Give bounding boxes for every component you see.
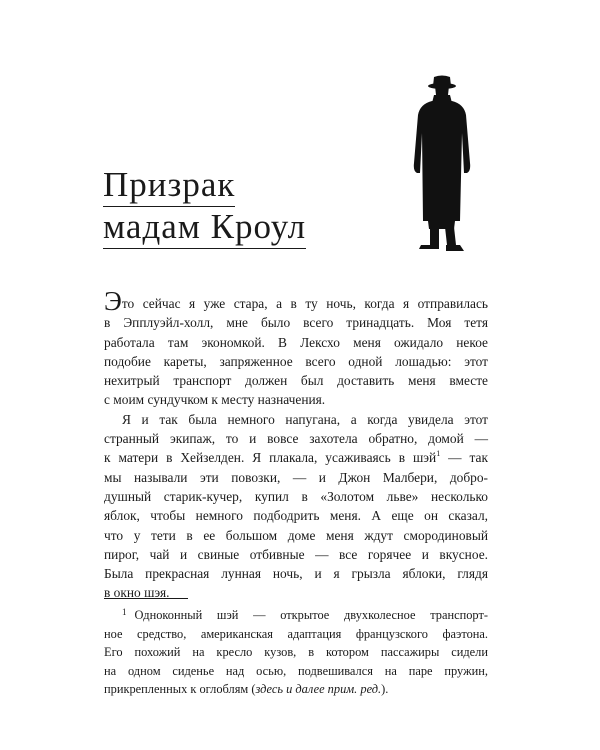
paragraph-1-line: в Эпплуэйл-холл, мне было всего тринадцать. Моя тетя (104, 315, 488, 331)
chapter-body-text (104, 286, 489, 603)
editor-note-italic: здесь и далее прим. ред. (255, 682, 382, 697)
paragraph-2-line: пирог, чай и свиные отбивные — все горячее и вкусное. (104, 546, 488, 562)
paragraph-2-line: Была прекрасная лунная ночь, и я грызла яблоки, глядя (104, 566, 488, 582)
paragraph-2-line: яблок, чтобы немного подбодрить меня. А еще он сказал, (104, 508, 488, 524)
paragraph-1-line: подобие кареты, запряженное всего одной лошадью: этот (104, 353, 488, 369)
paragraph-1-line: с моим сундучком к месту назначения. (104, 392, 326, 408)
footnote-line: на одном сиденье над осью, подвешивался на паре пружин, (104, 663, 488, 678)
paragraph-1-line: нехитрый транспорт должен был доставить меня вместе (104, 373, 488, 389)
chapter-title (103, 165, 306, 249)
footnote (104, 603, 488, 699)
paragraph-2-line: в окно шэя. (104, 585, 170, 601)
paragraph-1-line: работала там экономкой. В Лексхо меня ожидало некое (104, 334, 488, 350)
footnote-line: прикрепленных к оглоблям (здесь и далее прим. ред.). (104, 682, 389, 697)
paragraph-2-line: мы называли эти повозки, — и Джон Малбери, добро- (104, 469, 488, 485)
paragraph-2-line: Я и так была немного напугана, а когда увидела этот (122, 411, 488, 427)
paragraph-2-line: душный старик-кучер, купил в «Золотом льве» несколько (104, 488, 488, 504)
chapter-title-line-1: Призрак (103, 165, 235, 207)
paragraph-1-line-1: Это сейчас я уже стара, а в ту ночь, когда я отправилась (104, 286, 488, 316)
paragraph-2-line: странный экипаж, то и вовсе захотела обратно, домой — (104, 431, 488, 447)
footnote-line: ное средство, американская адаптация французского фаэтона. (104, 626, 488, 641)
footnote-divider (104, 598, 188, 599)
paragraph-2-line-with-note: к матери в Хейзелден. Я плакала, усаживаясь в шэй$^1$ — так (104, 449, 489, 466)
footnote-reference[interactable]: 1 (436, 449, 441, 459)
footnote-number: 1 (122, 607, 127, 617)
footnote-line: Его похожий на кресло кузов, в котором пассажиры сидели (104, 645, 488, 660)
drop-cap: Э (104, 286, 122, 316)
man-in-hat-coat-silhouette-icon (408, 73, 474, 255)
chapter-title-line-2: мадам Кроул (103, 207, 306, 249)
footnote-line: $^1$ Одноконный шэй — открытое двухколесное транспорт- (122, 607, 488, 622)
paragraph-2-line: что у тети в ее большом доме меня ждут смородиновый (104, 527, 488, 543)
